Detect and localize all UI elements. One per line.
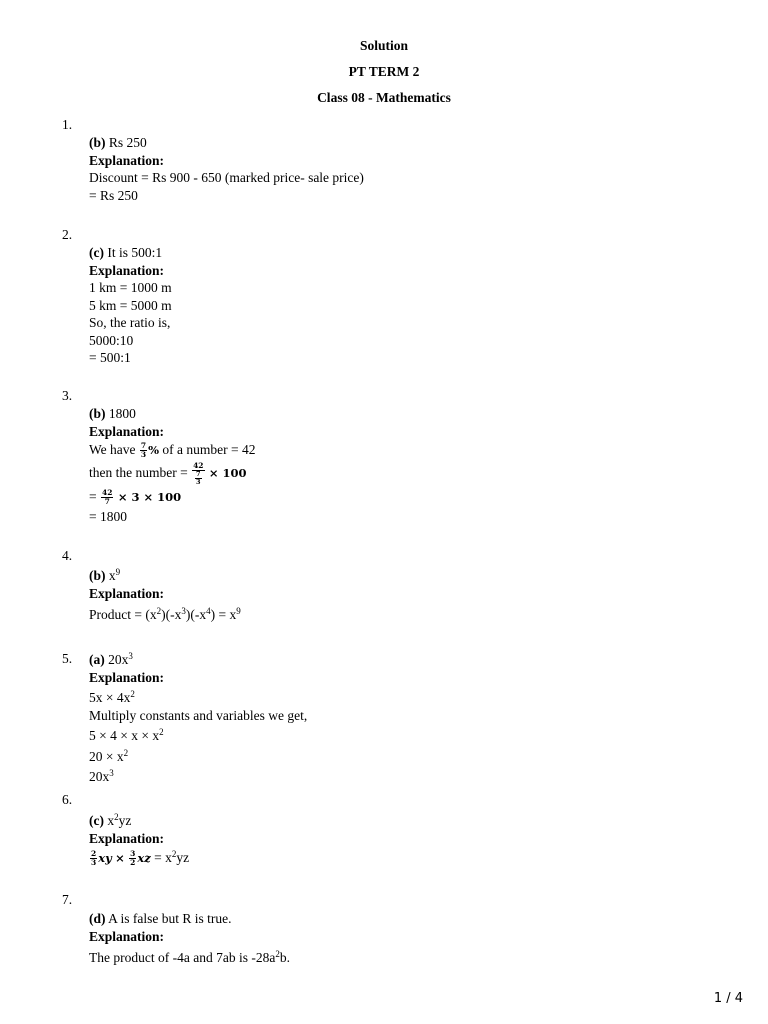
- question-number-1: 1.: [62, 117, 73, 132]
- explanation-line: $20x^3$: [89, 768, 114, 784]
- explanation-label: Explanation:: [89, 585, 165, 601]
- explanation-label: Explanation:: [89, 152, 165, 168]
- answer-text: A is false but R is true.: [108, 911, 232, 926]
- explanation-line: $20 \times x^2$: [89, 747, 129, 764]
- explanation-line: Multiply constants and variables we get,: [89, 707, 308, 723]
- answer-line: (c) $x^2yz$: [89, 812, 132, 828]
- explanation-label: Explanation:: [89, 928, 165, 944]
- explanation-line: = 1800: [89, 509, 127, 524]
- explanation-label: Explanation:: [89, 423, 165, 439]
- question-4-solution: [89, 567, 728, 624]
- question-6-solution: [89, 812, 728, 869]
- answer-option: (c): [89, 245, 104, 260]
- answer-text: It is 500:1: [107, 245, 163, 260]
- answer-line: (b) $x^9$: [89, 567, 121, 583]
- page-indicator: 1 / 4: [713, 991, 743, 1006]
- explanation-line: Discount = Rs 900 - 650 (marked price- sale price): [89, 170, 364, 185]
- fraction: $\frac{3}{2}$: [130, 849, 136, 868]
- question-number-4: 4.: [62, 548, 73, 563]
- term-heading: PT TERM 2: [348, 64, 420, 79]
- fraction: $\frac{2}{3}$: [91, 849, 97, 868]
- explanation-line: The product of -4a and 7ab is $-28a^2b$.: [89, 949, 290, 965]
- explanation-line: = Rs 250: [89, 187, 138, 203]
- question-1-solution: [89, 134, 728, 204]
- fraction: $\frac{42}{7}$: [102, 488, 113, 507]
- class-subject-heading: Class 08 - Mathematics: [317, 90, 451, 105]
- question-2-solution: [89, 244, 728, 367]
- answer-line: [89, 134, 728, 152]
- explanation-line: $5 \times 4 \times x \times x^2$: [89, 727, 164, 743]
- answer-option: (b): [89, 135, 106, 150]
- answer-line: [89, 244, 728, 262]
- answer-option: (a): [89, 652, 105, 667]
- explanation-line: $\frac{2}{3}$ xy × $\frac{3}{2}$ xz = $x^2yz$: [91, 849, 190, 868]
- explanation-line: We have $\frac{7}{3}$ % of a number = 42: [89, 441, 256, 460]
- explanation-label: Explanation:: [89, 830, 165, 846]
- question-number-2: 2.: [62, 227, 73, 242]
- question-number-3: 3.: [62, 388, 73, 403]
- explanation-line: So, the ratio is,: [89, 315, 171, 330]
- explanation-line: = 500:1: [89, 350, 131, 365]
- answer-line: [89, 910, 728, 928]
- explanation-line: $5x \times 4x^2$: [89, 689, 135, 705]
- explanation-line: then the number = $\frac{42}{\frac{7}{3}}$ × 100: [89, 460, 247, 486]
- explanation-label: Explanation:: [89, 262, 165, 278]
- question-number-5: 5.: [62, 651, 73, 666]
- explanation-line: 5 km = 5000 m: [89, 297, 172, 313]
- answer-line: [89, 405, 728, 423]
- complex-fraction: $\frac{42}{\frac{7}{3}}$: [193, 460, 204, 486]
- answer-text: 1800: [108, 406, 136, 421]
- answer-option: (d): [89, 911, 106, 926]
- answer-line: (a) $20x^3$: [89, 651, 133, 667]
- answer-option: (c): [89, 813, 104, 828]
- explanation-line: 5000:10: [89, 332, 134, 348]
- answer-option: (b): [89, 568, 106, 583]
- explanation-line: Product = $(x^2)(-x^3)(-x^4) = x^9$: [89, 606, 241, 622]
- question-number-6: 6.: [62, 792, 73, 807]
- question-number-7: 7.: [62, 892, 73, 907]
- question-3-solution: [89, 405, 728, 526]
- question-7-solution: [89, 910, 728, 967]
- explanation-line: 1 km = 1000 m: [89, 280, 172, 295]
- explanation-line: = $\frac{42}{7}$ × 3 × 100: [89, 488, 182, 507]
- answer-option: (b): [89, 406, 106, 421]
- answer-text: Rs 250: [108, 135, 147, 150]
- question-5-solution: [89, 651, 728, 786]
- fraction: $\frac{7}{3}$: [140, 441, 147, 460]
- explanation-label: Explanation:: [89, 669, 165, 685]
- page-title: Solution: [359, 38, 409, 53]
